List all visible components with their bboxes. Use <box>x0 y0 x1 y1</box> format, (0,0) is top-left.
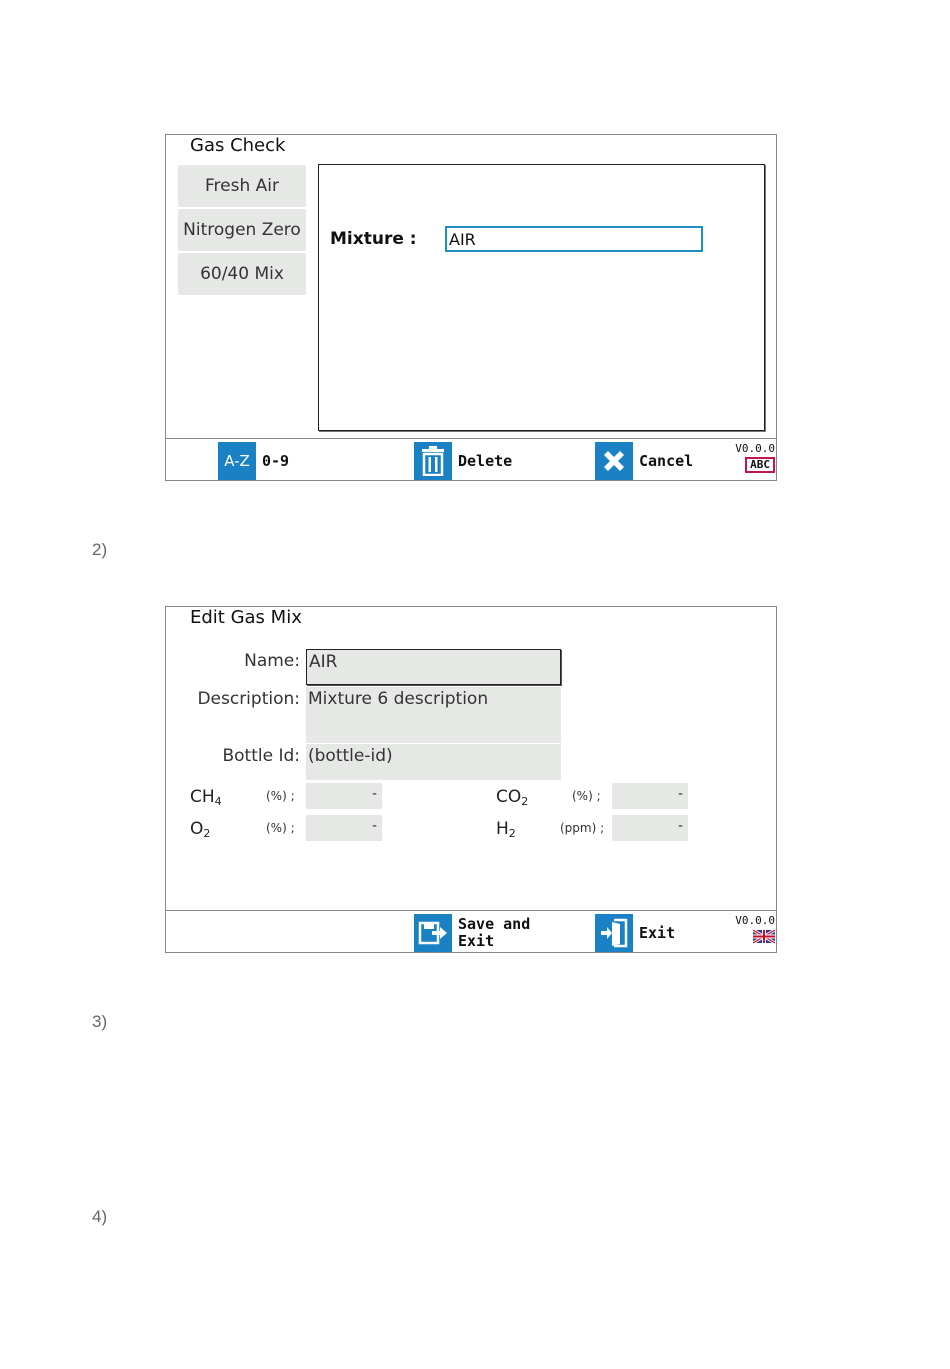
trash-icon <box>414 442 452 480</box>
cancel-label: Cancel <box>639 451 694 470</box>
exit-button[interactable] <box>595 914 675 952</box>
close-icon <box>595 442 633 480</box>
save-exit-icon <box>414 914 452 952</box>
version-label: V0.0.0 <box>735 914 775 927</box>
exit-label: Exit <box>639 923 676 942</box>
save-and-exit-button[interactable] <box>414 914 530 952</box>
delete-label: Delete <box>458 451 513 470</box>
uk-flag-icon[interactable] <box>753 930 775 943</box>
screen-title: Gas Check <box>190 135 286 156</box>
o2-label: $O_2$ <box>190 819 211 840</box>
h2-unit: (ppm) ; <box>560 821 605 835</box>
numeric-label: 0-9 <box>262 451 290 470</box>
preset-nitrogen-zero-button[interactable]: Nitrogen Zero <box>178 209 306 251</box>
mixture-input[interactable] <box>445 226 703 252</box>
bottle-id-label: Bottle Id: <box>222 746 300 766</box>
edit-gas-mix-screen <box>165 606 777 953</box>
mixture-edit-panel <box>318 164 765 431</box>
version-label: V0.0.0 <box>735 442 775 455</box>
step-number-3: 3) <box>92 1012 108 1031</box>
bottle-id-field[interactable]: (bottle-id) <box>306 744 561 780</box>
ch4-unit: (%) ; <box>266 789 295 803</box>
version-area <box>735 443 775 473</box>
ch4-label: $CH_4$ <box>190 787 222 808</box>
bottom-toolbar <box>166 910 776 953</box>
preset-fresh-air-button[interactable]: Fresh Air <box>178 165 306 207</box>
exit-door-icon <box>595 914 633 952</box>
save-and-exit-label: Save and Exit <box>458 915 531 950</box>
bottom-toolbar <box>166 438 776 481</box>
o2-unit: (%) ; <box>266 821 295 835</box>
co2-unit: (%) ; <box>572 789 601 803</box>
description-label: Description: <box>197 689 300 709</box>
az-label: A-Z <box>224 452 250 470</box>
version-area <box>735 915 775 946</box>
co2-value-field[interactable]: - <box>612 783 688 809</box>
o2-value-field[interactable]: - <box>306 815 382 841</box>
h2-label: $H_2$ <box>496 819 516 840</box>
az-icon <box>218 442 256 480</box>
co2-label: $CO_2$ <box>496 787 529 808</box>
ch4-value-field[interactable]: - <box>306 783 382 809</box>
alpha-numeric-toggle-button[interactable] <box>218 442 289 480</box>
screen-title: Edit Gas Mix <box>190 607 302 628</box>
cancel-button[interactable] <box>595 442 693 480</box>
step-number-4: 4) <box>92 1207 108 1226</box>
keyboard-mode-badge[interactable]: ABC <box>745 457 775 473</box>
gas-check-screen <box>165 134 777 481</box>
name-field[interactable]: AIR <box>306 649 561 685</box>
mixture-label: Mixture : <box>330 229 417 249</box>
delete-button[interactable] <box>414 442 512 480</box>
h2-value-field[interactable]: - <box>612 815 688 841</box>
step-number-2: 2) <box>92 540 108 559</box>
description-field[interactable]: Mixture 6 description <box>306 687 561 743</box>
name-label: Name: <box>244 651 300 671</box>
preset-60-40-mix-button[interactable]: 60/40 Mix <box>178 253 306 295</box>
